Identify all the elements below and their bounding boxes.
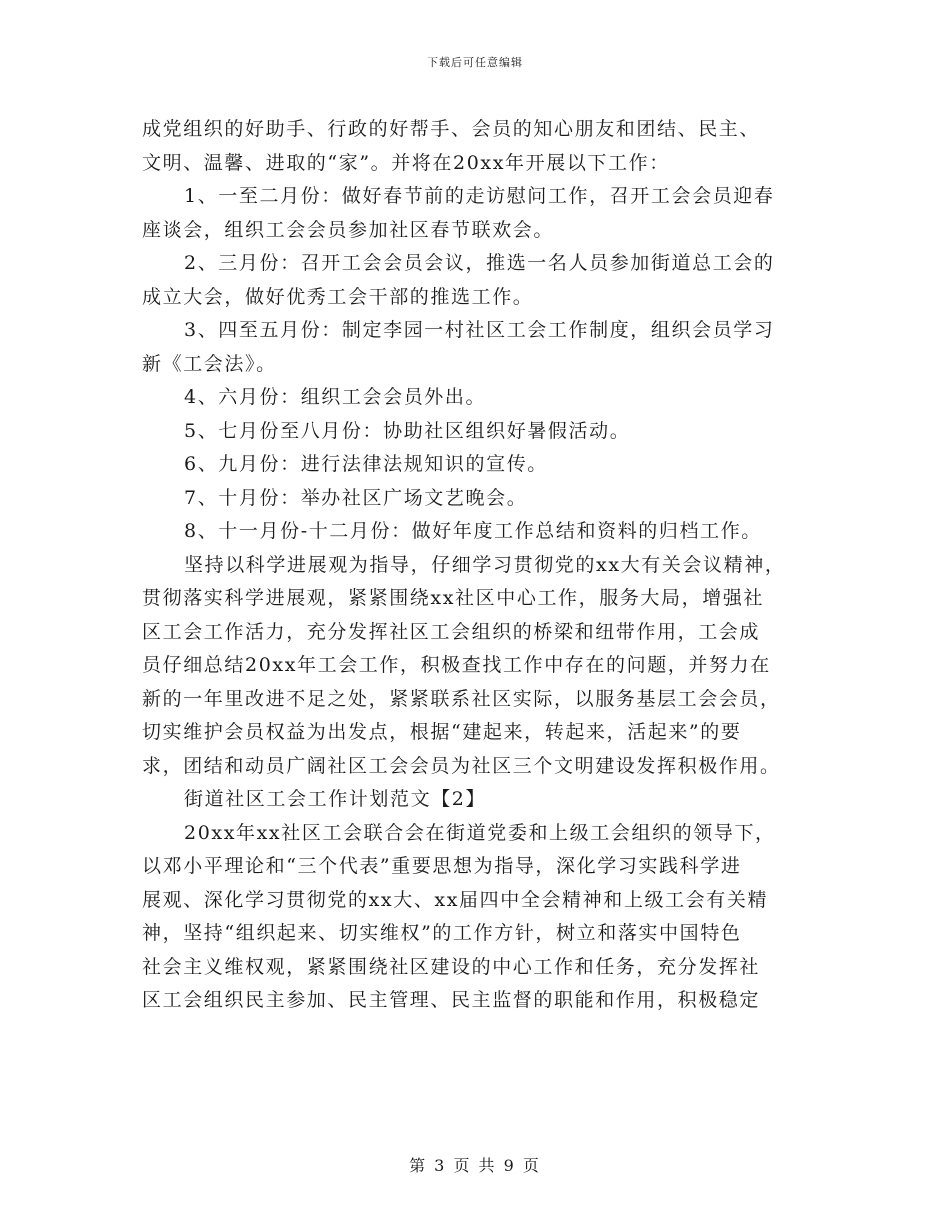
- text-line-18: 新的一年里改进不足之处，紧紧联系社区实际，以服务基层工会会员，: [142, 687, 781, 710]
- text-line-14: 坚持以科学进展观为指导，仔细学习贯彻党的xx大有关会议精神，: [184, 553, 786, 576]
- text-line-12: 7、十月份：举办社区广场文艺晚会。: [184, 486, 528, 509]
- text-line-19: 切实维护会员权益为出发点，根据“建起来，转起来，活起来”的要: [142, 721, 742, 743]
- text-line-13: 8、十一月份-十二月份：做好年度工作总结和资料的归档工作。: [184, 520, 762, 542]
- text-line-2: 文明、温馨、进取的“家”。并将在20xx年开展以下工作：: [142, 151, 670, 174]
- text-line-7: 3、四至五月份：制定李园一村社区工会工作制度，组织会员学习: [184, 319, 775, 341]
- text-line-3: 1、一至二月份：做好春节前的走访慰问工作，召开工会会员迎春: [184, 185, 775, 207]
- text-line-9: 4、六月份：组织工会会员外出。: [184, 386, 487, 408]
- text-line-20: 求，团结和动员广阔社区工会会员为社区三个文明建设发挥积极作用。: [142, 754, 781, 777]
- text-line-5: 2、三月份：召开工会会员会议，推选一名人员参加街道总工会的: [184, 252, 775, 274]
- page-header-note: 下载后可任意编辑: [427, 56, 523, 69]
- text-line-4: 座谈会，组织工会会员参加社区春节联欢会。: [142, 218, 555, 241]
- text-line-17: 员仔细总结20xx年工会工作，积极查找工作中存在的问题，并努力在: [142, 654, 771, 676]
- document-body: [142, 113, 812, 1018]
- text-line-23: 以邓小平理论和“三个代表”重要思想为指导，深化学习实践科学进: [142, 855, 742, 877]
- text-line-24: 展观、深化学习贯彻党的xx大、xx届四中全会精神和上级工会有关精: [142, 888, 769, 911]
- text-line-27: 区工会组织民主参加、民主管理、民主监督的职能和作用，积极稳定: [142, 989, 761, 1011]
- text-line-16: 区工会工作活力，充分发挥社区工会组织的桥梁和纽带作用，工会成: [142, 620, 761, 643]
- page-number-footer: 第 3 页 共 9 页: [409, 1156, 541, 1175]
- text-line-1: 成党组织的好助手、行政的好帮手、会员的知心朋友和团结、民主、: [142, 118, 761, 140]
- text-line-15: 贯彻落实科学进展观，紧紧围绕xx社区中心工作，服务大局，增强社: [142, 587, 765, 609]
- text-line-22: 20xx年xx社区工会联合会在街道党委和上级工会组织的领导下，: [184, 821, 776, 844]
- text-line-26: 社会主义维权观，紧紧围绕社区建设的中心工作和任务，充分发挥社: [142, 955, 761, 978]
- text-line-10: 5、七月份至八月份：协助社区组织好暑假活动。: [184, 419, 631, 442]
- text-line-25: 神，坚持“组织起来、切实维权”的工作方针，树立和落实中国特色: [142, 922, 742, 944]
- section-heading: 街道社区工会工作计划范文【2】: [184, 788, 487, 810]
- text-line-6: 成立大会，做好优秀工会干部的推选工作。: [142, 285, 534, 308]
- text-line-8: 新《工会法》。: [142, 352, 277, 375]
- text-line-11: 6、九月份：进行法律法规知识的宣传。: [184, 453, 548, 475]
